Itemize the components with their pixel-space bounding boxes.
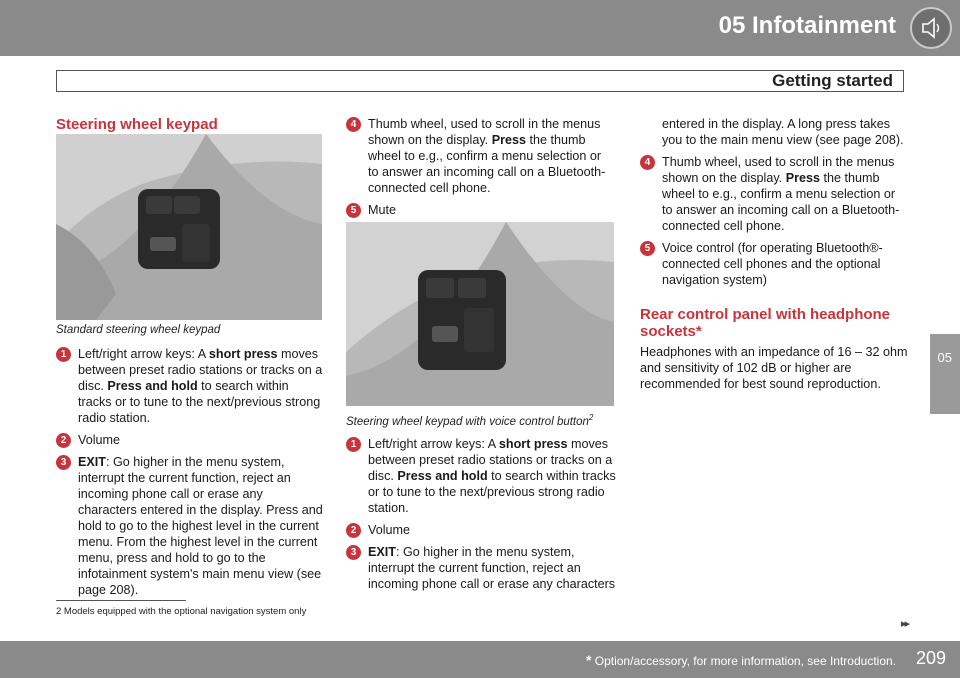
list-item: 3 EXIT: Go higher in the menu system, interrupt the current function, reject an incoming phone call or erase any characters entered in the display. Press and hold to go to the highest level in the current menu. From the highest level in the current menu, press and hold to go to the infotainment system's main menu view (see page 208). xyxy=(56,454,324,598)
section-title: Getting started xyxy=(772,71,893,90)
callout-number: 4 xyxy=(346,117,361,132)
continue-arrows-icon: ▸▸ xyxy=(900,618,908,630)
column-3 xyxy=(640,116,908,398)
footer-note: * Option/accessory, for more information, see Introduction. xyxy=(585,652,896,668)
list-item: 4 Thumb wheel, used to scroll in the menus shown on the display. Press the thumb wheel to e.g., confirm a menu selection or to answer an incoming call on a Bluetooth-connected cell phone. xyxy=(346,116,614,196)
chapter-side-tab-label: 05 xyxy=(937,350,952,365)
callout-number: 3 xyxy=(56,455,71,470)
list-item: 2 Volume xyxy=(346,522,616,538)
column-2 xyxy=(346,116,614,224)
heading-rear-control-panel: Rear control panel with headphone sockets* xyxy=(640,306,891,340)
callout-number: 4 xyxy=(640,155,655,170)
callout-number: 5 xyxy=(640,241,655,256)
callout-number: 5 xyxy=(346,203,361,218)
list-item: 5 Voice control (for operating Bluetooth®-connected cell phones and the optional navigation system) xyxy=(640,240,908,288)
column-1 xyxy=(56,116,324,133)
list-item: 1 Left/right arrow keys: A short press moves between preset radio stations or tracks on a disc. Press and hold to search within tracks or to tune to the next/previous strong radio station. xyxy=(346,436,616,516)
footnote: 2 Models equipped with the optional navigation system only xyxy=(56,606,307,617)
column-2-text xyxy=(346,410,616,598)
chapter-side-tab xyxy=(930,334,960,414)
chapter-title: 05 Infotainment xyxy=(718,12,896,39)
callout-number: 1 xyxy=(56,347,71,362)
photo-caption: Steering wheel keypad with voice control button$^2$ xyxy=(346,413,594,428)
callout-number: 3 xyxy=(346,545,361,560)
section-header xyxy=(56,70,904,92)
list-item: 5 Mute xyxy=(346,202,614,218)
speaker-icon xyxy=(910,7,952,49)
list-item: 3 EXIT: Go higher in the menu system, interrupt the current function, reject an incoming phone call or erase any characters xyxy=(346,544,616,592)
callout-number: 2 xyxy=(56,433,71,448)
callout-number: 2 xyxy=(346,523,361,538)
keypad-photo-standard xyxy=(56,134,322,320)
photo-caption: Standard steering wheel keypad xyxy=(56,324,221,336)
list-item: 1 Left/right arrow keys: A short press moves between preset radio stations or tracks on a disc. Press and hold to search within tracks or to tune to the next/previous strong radio station. xyxy=(56,346,324,426)
list-item: 4 Thumb wheel, used to scroll in the menus shown on the display. Press the thumb wheel to e.g., confirm a menu selection or to answer an incoming call on a Bluetooth-connected cell phone. xyxy=(640,154,908,234)
rear-panel-text: Headphones with an impedance of 16 – 32 ohm and sensitivity of 102 dB or higher are recommended for best sound reproduction. xyxy=(640,345,908,391)
continued-text: entered in the display. A long press takes you to the main menu view (see page 208). xyxy=(662,117,904,147)
keypad-photo-voice xyxy=(346,222,614,406)
list-item: 2 Volume xyxy=(56,432,324,448)
page-number: 209 xyxy=(915,648,946,668)
heading-steering-wheel-keypad: Steering wheel keypad xyxy=(56,116,218,133)
footnote-divider xyxy=(56,600,186,601)
column-1-text xyxy=(56,322,324,604)
callout-number: 1 xyxy=(346,437,361,452)
